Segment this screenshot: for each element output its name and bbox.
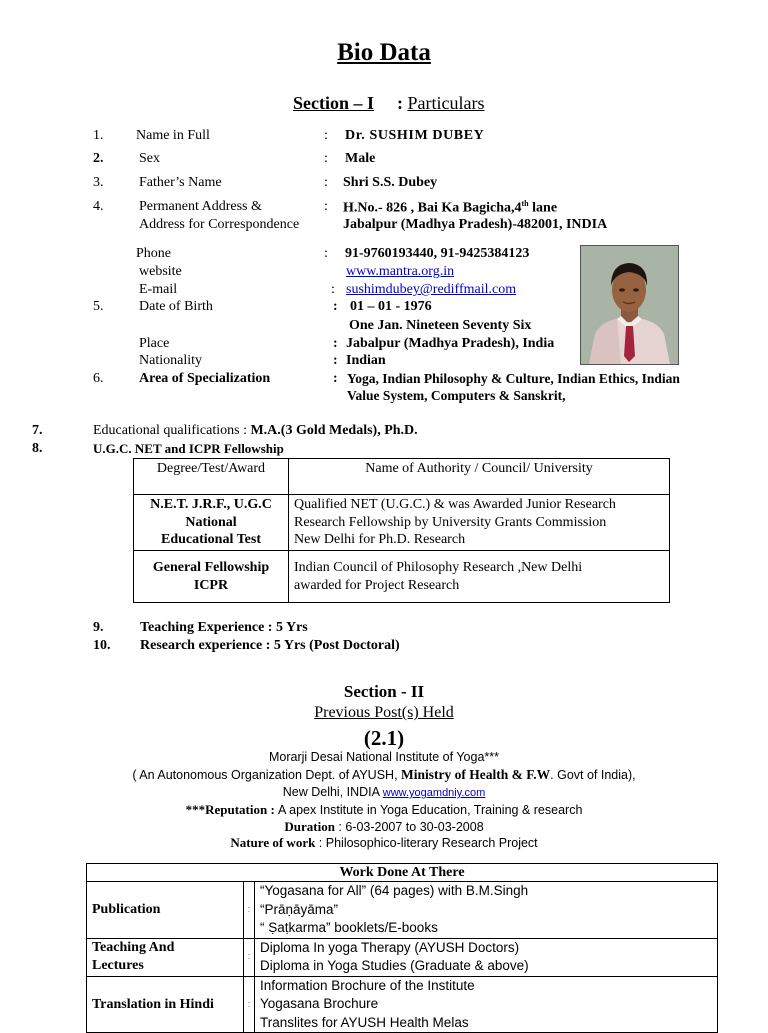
teaching-experience: Teaching Experience : 5 Yrs <box>140 620 308 635</box>
row-items <box>255 938 718 976</box>
list-item: “Yogasana for All” (64 pages) with B.M.Singh <box>260 883 529 898</box>
address-value-1 <box>343 200 557 216</box>
colon: : <box>324 128 328 143</box>
list-item: Translites for AYUSH Health Melas <box>260 1014 469 1030</box>
item-number-2: 2. <box>93 151 104 166</box>
row-items <box>255 976 718 1033</box>
phone-value: 91-9760193440, 91-9425384123 <box>345 246 530 261</box>
education-value: M.A.(3 Gold Medals), Ph.D. <box>250 423 418 438</box>
education-line <box>93 424 418 438</box>
institute-reputation <box>0 803 768 817</box>
section-1-heading <box>293 94 484 112</box>
name-label: Name in Full <box>136 128 210 143</box>
authority-line: awarded for Project Research <box>294 577 460 593</box>
affiliation-text-c: . Govt of India), <box>550 768 636 782</box>
institute-name: Morarji Desai National Institute of Yoga*** <box>269 750 499 764</box>
award-line: National <box>185 514 237 530</box>
table-header-row <box>134 459 670 495</box>
duration-value: : 6-03-2007 to 30-03-2008 <box>334 820 484 834</box>
name-value: Dr. SUSHIM DUBEY <box>345 128 485 143</box>
nature-value: : Philosophico-literary Research Project <box>315 836 538 850</box>
item-number-1: 1. <box>93 128 104 143</box>
award-line: Educational Test <box>161 532 261 548</box>
institute-city <box>0 786 768 799</box>
colon: : <box>331 282 335 297</box>
authority-cell <box>289 495 670 551</box>
sex-label: Sex <box>139 151 160 166</box>
authority-line: Research Fellowship by University Grants Commission <box>294 514 607 530</box>
item-number-3: 3. <box>93 175 104 190</box>
affiliation-ministry: Ministry of Health & F.W <box>401 767 551 782</box>
duration-label: Duration <box>284 819 335 834</box>
table-row <box>87 882 718 939</box>
email-link[interactable]: sushimdubey@rediffmail.com <box>346 282 517 297</box>
row-label: Publication <box>87 882 244 939</box>
list-item: Diploma in Yoga Studies (Graduate & above) <box>260 958 529 973</box>
colon: : <box>324 199 328 214</box>
authority-cell <box>289 551 670 603</box>
row-label-text: Teaching And Lectures <box>92 940 175 973</box>
place-value: Jabalpur (Madhya Pradesh), India <box>346 336 555 351</box>
row-label: Translation in Hindi <box>87 976 244 1033</box>
specialization-value-1: Yoga, Indian Philosophy & Culture, Indian Ethics, Indian <box>347 371 680 386</box>
nationality-label: Nationality <box>139 353 202 368</box>
city-text: New Delhi, INDIA <box>282 785 383 799</box>
person-portrait-icon <box>581 246 678 364</box>
row-colon: : <box>244 976 255 1033</box>
row-colon: : <box>244 882 255 939</box>
table-row <box>134 551 670 603</box>
colon: : <box>324 175 328 190</box>
section-2-subtitle: Previous Post(s) Held <box>314 704 454 721</box>
address-lane: lane <box>528 200 558 216</box>
nationality-value: Indian <box>346 353 386 368</box>
affiliation-text-a: ( An Autonomous Organization Dept. of AYUSH, <box>132 768 402 782</box>
research-experience: Research experience : 5 Yrs (Post Doctoral) <box>140 638 400 653</box>
institute-website-link[interactable]: www.yogamdniy.com <box>382 787 486 799</box>
reputation-value: A apex Institute in Yoga Education, Training & research <box>278 803 583 817</box>
row-colon: : <box>244 938 255 976</box>
dob-label: Date of Birth <box>139 299 213 314</box>
colon: : <box>333 353 338 368</box>
nature-of-work-line <box>0 836 768 850</box>
list-item: Diploma In yoga Therapy (AYUSH Doctors) <box>260 939 520 955</box>
item-number-6: 6. <box>93 371 104 386</box>
section-1-label: Section – I <box>293 93 374 113</box>
list-item: Information Brochure of the Institute <box>260 977 475 993</box>
address-superscript: th <box>521 199 529 208</box>
nature-label: Nature of work <box>230 835 316 850</box>
work-table-header: Work Done At There <box>87 864 718 882</box>
section-1-subtitle: Particulars <box>407 93 485 113</box>
sex-value: Male <box>345 151 376 166</box>
page-title: Bio Data <box>337 39 431 66</box>
colon: : <box>333 299 338 314</box>
dob-words: One Jan. Nineteen Seventy Six <box>349 318 532 333</box>
website-link[interactable]: www.mantra.org.in <box>346 264 455 279</box>
header-degree: Degree/Test/Award <box>134 459 289 495</box>
work-done-table <box>86 863 718 1033</box>
duration-line <box>0 820 768 834</box>
website-label: website <box>139 264 182 279</box>
list-item: “ Ṣaṭkarma” booklets/E-books <box>260 920 438 935</box>
authority-line: Indian Council of Philosophy Research ,New Delhi <box>294 560 583 575</box>
table-header-row <box>87 864 718 882</box>
address-label-1: Permanent Address & <box>139 199 262 214</box>
profile-photo <box>580 245 679 365</box>
award-cell <box>134 551 289 603</box>
phone-label: Phone <box>136 246 171 261</box>
authority-line: Qualified NET (U.G.C.) & was Awarded Junior Research <box>294 497 616 513</box>
section-2-number: (2.1) <box>363 726 405 750</box>
item-number-9: 9. <box>93 620 104 635</box>
net-fellowship-label: U.G.C. NET and ICPR Fellowship <box>93 441 284 456</box>
item-number-10: 10. <box>93 638 111 653</box>
fellowship-table <box>133 458 670 603</box>
colon: : <box>333 371 338 386</box>
award-line: General Fellowship <box>152 560 270 575</box>
award-cell <box>134 495 289 551</box>
colon: : <box>324 246 328 261</box>
section-1-colon: : <box>397 93 403 113</box>
place-label: Place <box>139 336 170 351</box>
table-row <box>134 495 670 551</box>
colon: : <box>333 336 338 351</box>
address-line: H.No.- 826 , Bai Ka Bagicha,4 <box>343 200 522 216</box>
dob-value: 01 – 01 - 1976 <box>350 299 432 314</box>
specialization-label: Area of Specialization <box>139 371 271 386</box>
item-number-4: 4. <box>93 199 104 214</box>
specialization-value-2: Value System, Computers & Sanskrit, <box>347 388 566 403</box>
address-label-2: Address for Correspondence <box>139 217 300 232</box>
institute-affiliation <box>0 768 768 782</box>
row-items <box>255 882 718 939</box>
colon: : <box>324 151 328 166</box>
award-line: N.E.T. J.R.F., U.G.C <box>150 497 272 513</box>
list-item: Yogasana Brochure <box>260 996 379 1011</box>
section-2-heading: Section - II <box>343 682 425 701</box>
item-number-8: 8. <box>32 441 43 456</box>
father-label: Father’s Name <box>139 175 222 190</box>
father-value: Shri S.S. Dubey <box>343 175 438 190</box>
authority-line: New Delhi for Ph.D. Research <box>294 532 466 548</box>
award-line: ICPR <box>193 577 229 593</box>
table-row <box>87 976 718 1033</box>
email-label: E-mail <box>139 282 178 297</box>
list-item: “Prāṇāyāma” <box>260 901 339 917</box>
table-row <box>87 938 718 976</box>
item-number-7: 7. <box>32 423 43 438</box>
education-label: Educational qualifications : <box>93 423 251 438</box>
reputation-label: ***Reputation : <box>185 802 279 817</box>
header-authority: Name of Authority / Council/ University <box>289 459 670 495</box>
row-label <box>87 938 244 976</box>
item-number-5: 5. <box>93 299 104 314</box>
address-value-2: Jabalpur (Madhya Pradesh)-482001, INDIA <box>343 217 608 232</box>
